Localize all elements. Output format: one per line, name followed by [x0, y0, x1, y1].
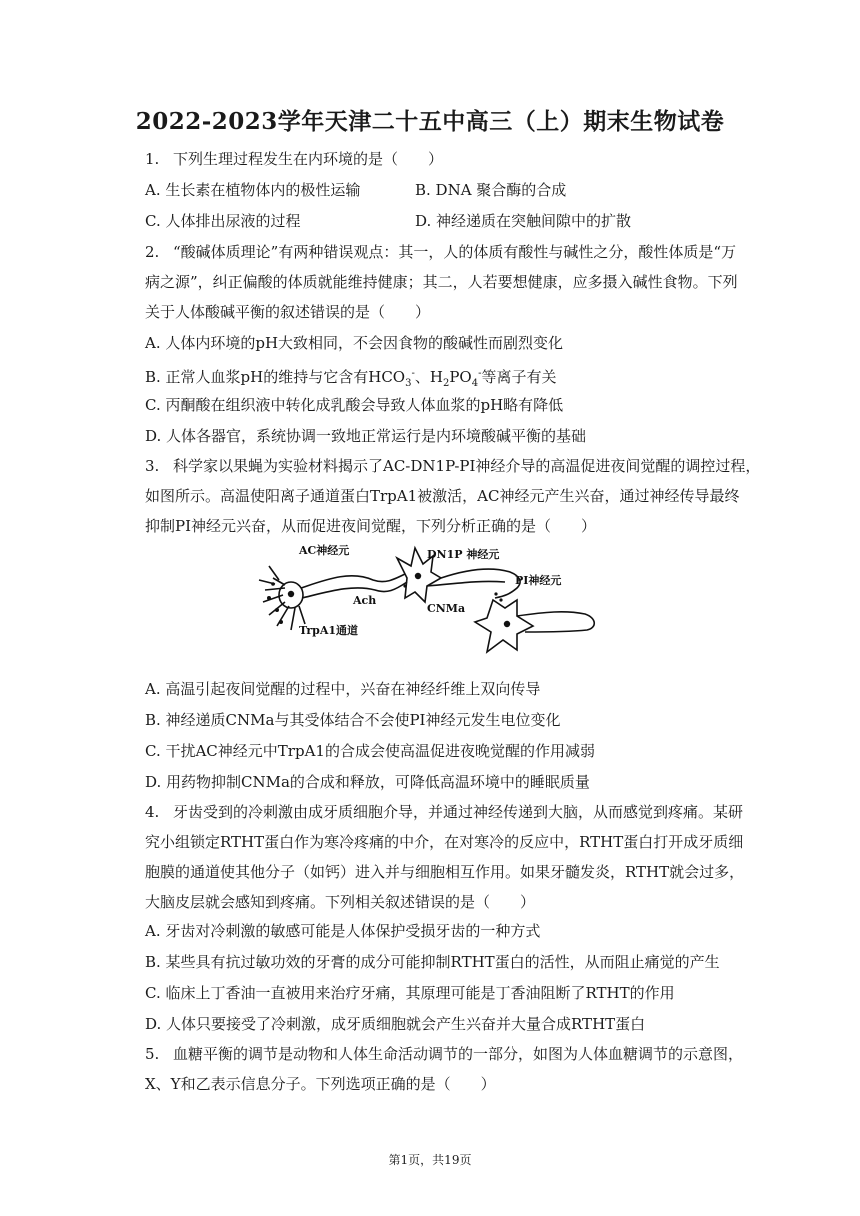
neuron-pathway-figure	[255, 540, 600, 660]
pi-neuron	[475, 600, 594, 652]
question-text: 血糖平衡的调节是动物和人体生命活动调节的一部分，如图为人体血糖调节的示意图，	[173, 1045, 744, 1063]
q1-option-a: A. 生长素在植物体内的极性运输	[145, 181, 361, 199]
subscript: 4	[471, 378, 479, 389]
vesicle-dot	[499, 598, 502, 601]
question-2-stem-line2: 病之源”，纠正偏酸的体质就能维持健康；其二，人若要想健康，应多摄入碱性食物。下列	[145, 273, 738, 291]
q2-option-b	[145, 364, 557, 394]
question-2-stem-line3: 关于人体酸碱平衡的叙述错误的是（ ）	[145, 303, 431, 321]
channel-dot	[267, 596, 271, 600]
question-text: 科学家以果蝇为实验材料揭示了AC-DN1P-PI神经介导的高温促进夜间觉醒的调控过程，	[173, 457, 761, 475]
q3-option-d: D. 用药物抑制CNMa的合成和释放，可降低高温环境中的睡眠质量	[145, 773, 590, 791]
question-text: 下列生理过程发生在内环境的是（ ）	[173, 150, 444, 168]
nucleus-dot	[288, 591, 294, 597]
question-number: 1.	[145, 150, 160, 168]
question-number: 3.	[145, 457, 160, 475]
question-number: 4.	[145, 803, 160, 821]
question-4-stem-line3: 胞膜的通道使其他分子（如钙）进入并与细胞相互作用。如果牙髓发炎，RTHT就会过多，	[145, 863, 745, 881]
question-3-stem-line2: 如图所示。高温使阳离子通道蛋白TrpA1被激活，AC神经元产生兴奋，通过神经传导最终	[145, 487, 740, 505]
question-number: 5.	[145, 1045, 160, 1063]
question-3-stem-line3: 抑制PI神经元兴奋，从而促进夜间觉醒，下列分析正确的是（ ）	[145, 517, 597, 535]
channel-dot	[275, 608, 279, 612]
dn1p-nucleus	[415, 573, 421, 579]
q3-option-a: A. 高温引起夜间觉醒的过程中，兴奋在神经纤维上双向传导	[145, 680, 541, 698]
q4-option-b: B. 某些具有抗过敏功效的牙膏的成分可能抑制RTHT蛋白的活性，从而阻止痛觉的产生	[145, 953, 720, 971]
superscript: -	[478, 368, 482, 379]
page-title: 2022-2023学年天津二十五中高三（上）期末生物试卷	[135, 108, 725, 135]
q4-option-a: A. 牙齿对冷刺激的敏感可能是人体保护受损牙齿的一种方式	[145, 922, 541, 940]
superscript: -	[411, 368, 415, 379]
text: 、H	[414, 368, 443, 386]
label-ach: Ach	[353, 594, 377, 607]
pi-nucleus	[504, 621, 510, 627]
text: PO	[449, 368, 472, 386]
q2-option-c: C. 丙酮酸在组织液中转化成乳酸会导致人体血浆的pH略有降低	[145, 396, 564, 414]
text: 等离子有关	[481, 368, 557, 386]
question-1-stem	[145, 149, 443, 169]
question-4-stem	[145, 802, 743, 822]
synapse-dots	[403, 584, 502, 601]
subscript: 2	[442, 378, 450, 389]
subscript: 3	[405, 378, 412, 389]
vesicle-dot	[403, 584, 406, 587]
label-pi-neuron: PI神经元	[515, 574, 562, 587]
q1-option-d: D. 神经递质在突触间隙中的扩散	[415, 212, 632, 230]
q4-option-d: D. 人体只要接受了冷刺激，成牙质细胞就会产生兴奋并大量合成RTHT蛋白	[145, 1015, 646, 1033]
label-cnma: CNMa	[427, 602, 466, 615]
question-text: 牙齿受到的冷刺激由成牙质细胞介导，并通过神经传递到大脑，从而感觉到疼痛。某研	[173, 803, 744, 821]
question-5-stem-line2: X、Y和乙表示信息分子。下列选项正确的是（ ）	[145, 1075, 496, 1093]
vesicle-dot	[494, 592, 497, 595]
q2-option-a: A. 人体内环境的pH大致相同，不会因食物的酸碱性而剧烈变化	[145, 334, 564, 352]
text: B. 正常人血浆pH的维持与它含有HCO	[145, 368, 406, 386]
question-number: 2.	[145, 243, 160, 261]
question-3-stem	[145, 456, 760, 476]
question-5-stem	[145, 1044, 743, 1064]
question-text: “酸碱体质理论”有两种错误观点：其一，人的体质有酸性与碱性之分，酸性体质是“万	[173, 243, 737, 261]
question-4-stem-line2: 究小组锁定RTHT蛋白作为寒冷疼痛的中介，在对寒冷的反应中，RTHT蛋白打开成牙质细	[145, 833, 744, 851]
q4-option-c: C. 临床上丁香油一直被用来治疗牙痛，其原理可能是丁香油阻断了RTHT的作用	[145, 984, 675, 1002]
label-dn1p-neuron: DN1P 神经元	[427, 548, 500, 561]
label-ac-neuron: AC神经元	[299, 544, 350, 557]
channel-dot	[271, 582, 275, 586]
question-2-stem	[145, 242, 736, 262]
question-4-stem-line4: 大脑皮层就会感知到疼痛。下列相关叙述错误的是（ ）	[145, 893, 536, 911]
q3-option-b: B. 神经递质CNMa与其受体结合不会使PI神经元发生电位变化	[145, 711, 561, 729]
q1-option-b: B. DNA 聚合酶的合成	[415, 181, 567, 199]
channel-dot	[279, 620, 283, 624]
q1-option-c: C. 人体排出尿液的过程	[145, 212, 301, 230]
label-trpa1-channel: TrpA1通道	[299, 624, 359, 637]
q3-option-c: C. 干扰AC神经元中TrpA1的合成会使高温促进夜晚觉醒的作用减弱	[145, 742, 595, 760]
q2-option-d: D. 人体各器官，系统协调一致地正常运行是内环境酸碱平衡的基础	[145, 427, 587, 445]
page-footer: 第1页，共19页	[388, 1153, 472, 1167]
